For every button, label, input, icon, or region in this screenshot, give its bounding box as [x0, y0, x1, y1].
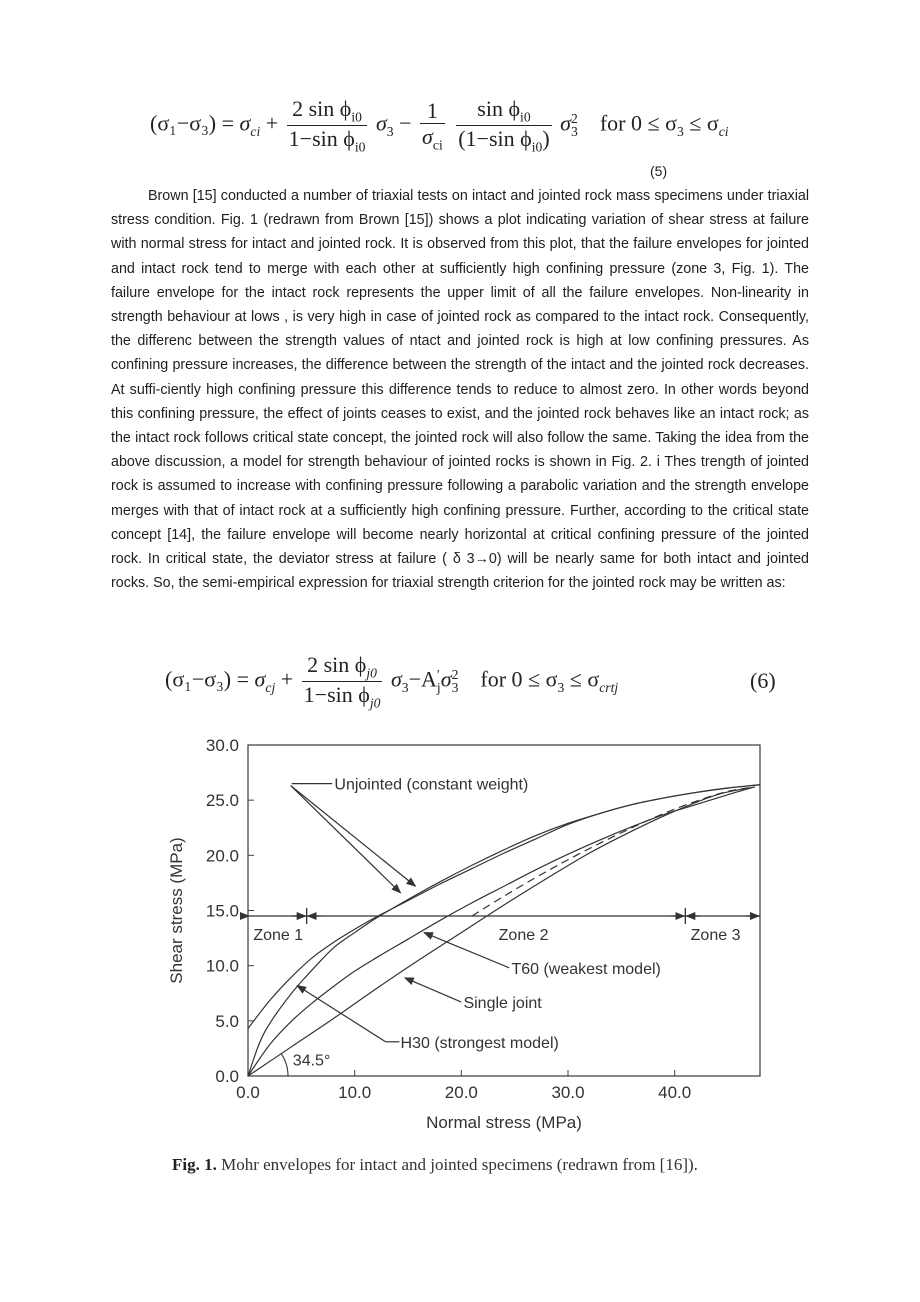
- annotation-single-joint: Single joint: [463, 995, 542, 1013]
- equation-6-number: (6): [750, 668, 776, 693]
- body-paragraph: Brown [15] conducted a number of triaxial tests on intact and jointed rock mass specimens under triaxial stress condition. Fig. 1 (redrawn from Brown [15]) shows a plot indicating variation of shear stress at failure with normal stress for intact and jointed rock. It is observed from this plot, that the failure envelopes for jointed and intact rock tend to merge with each other at sufficiently high confining pressure (zone 3, Fig. 1). The failure envelope for the intact rock represents the upper limit of all the failure envelopes. Non-linearity in strength behaviour at lows , is very high in case of jointed rock as compared to the intact rock. Consequently, the differenc between the strength values of ntact and jointed rock is high at low confining pressures. As confining pressure increases, the difference between the strength of the intact and the jointed rock decreases. At suffi-ciently high confining pressure this difference tends to reduce to almost zero. In other words beyond this confining pressure, the effect of joints ceases to exist, and the jointed rock behaves like an intact rock; as the intact rock follows critical state concept, the jointed rock will also follow the same. Taking the idea from the above discussion, a model for strength behaviour of jointed rocks is shown in Fig. 2. i Thes trength of jointed rock is assumed to increase with confining pressure following a parabolic variation and the strength envelope merges with that of intact rock at a sufficiently high confining pressure. Further, according to the critical state concept [14], the failure envelope will become nearly horizontal at critical confining pressure of the jointed rock. In critical state, the deviator stress at failure ( δ 3→0) will be nearly same for both intact and jointed rocks. So, the semi-empirical expression for triaxial strength criterion for the jointed rock may be written as:: [111, 188, 809, 592]
- eq5-frac1: [287, 96, 368, 155]
- eq5-sigma3: σ: [375, 110, 387, 136]
- eq6-term1-sub: cj: [265, 680, 276, 695]
- angle-label: 34.5°: [292, 1052, 331, 1070]
- eq5-frac2-num: 1: [420, 98, 445, 124]
- eq5-frac3-den-close: ): [542, 126, 550, 152]
- eq6-frac-num-sub: j0: [366, 665, 377, 681]
- eq5-sigma3sq-sup: 2: [571, 111, 578, 127]
- leader-arrow: [297, 986, 386, 1042]
- y-tick-label: 10.0: [205, 956, 239, 976]
- caption-text: Mohr envelopes for intact and jointed specimens (redrawn from [16]).: [221, 1155, 698, 1174]
- eq6-condition-mid: ≤ σ: [569, 666, 600, 692]
- eq6-a-sup: ′: [436, 667, 440, 683]
- leader-arrow: [291, 786, 416, 887]
- x-axis-label: Normal stress (MPa): [426, 1113, 582, 1132]
- caption-label: Fig. 1.: [172, 1155, 217, 1174]
- y-tick-label: 30.0: [205, 736, 239, 755]
- leader-arrow: [424, 933, 509, 968]
- y-tick-label: 25.0: [205, 791, 239, 811]
- annotation-unjointed: Unjointed (constant weight): [334, 776, 529, 794]
- y-tick-label: 15.0: [205, 901, 239, 921]
- zone-arrows: [248, 908, 760, 944]
- eq6-sigma3sq-sub: 3: [451, 679, 459, 695]
- eq5-sigma3sq: σ: [560, 110, 572, 136]
- leader-arrow: [405, 978, 462, 1002]
- x-tick-label: 40.0: [658, 1083, 692, 1102]
- series-line: [472, 787, 755, 916]
- eq5-frac3: [456, 96, 551, 155]
- x-tick-label: 10.0: [338, 1083, 372, 1102]
- y-tick-label: 20.0: [205, 846, 239, 866]
- eq6-frac-den: 1−sin ϕ: [303, 682, 370, 708]
- series-line: [248, 785, 760, 1029]
- eq6-term1: σ: [254, 666, 266, 692]
- eq6-minus-a: −A: [408, 666, 437, 692]
- eq6-condition-sub2: crtj: [599, 680, 619, 695]
- equation-5: $(\sigma_1-\sigma_3) = \sigma_{ci}$ + $\frac{2 \sin \phi_{i0}}{1-\sin \phi_{i0}}$ $\sigma_3$ − $\frac{1}{\sigma_{ci}}$ $\frac{\sin \phi_{i0}}{(1-\sin \phi_{i0})}$ σ 2 3 for $0 \le \sigma_3 \le \sigma_{ci}$: [150, 96, 729, 155]
- eq5-condition-sub2: ci: [718, 124, 729, 139]
- zone-label: Zone 2: [498, 927, 549, 945]
- eq6-lhs: (σ₁−σ₃) =: [165, 666, 250, 692]
- y-axis-label: Shear stress (MPa): [167, 837, 186, 984]
- eq5-frac1-den: 1−sin ϕ: [288, 126, 355, 152]
- eq5-frac2: [420, 98, 445, 153]
- zone-label: Zone 3: [690, 927, 741, 945]
- eq5-frac3-den-sub: i0: [531, 139, 543, 155]
- leader-arrow: [291, 786, 401, 893]
- eq5-condition-mid: ≤ σ: [689, 110, 719, 136]
- eq6-a-sub: j: [436, 679, 441, 695]
- eq5-term1-sub: ci: [250, 124, 261, 139]
- eq5-frac2-den: σ: [422, 124, 433, 150]
- annotation-h30: H30 (strongest model): [400, 1034, 559, 1052]
- eq6-condition: for 0 ≤ σ: [480, 666, 558, 692]
- mohr-envelope-chart: [160, 730, 780, 1145]
- eq5-frac2-den-sub: ci: [432, 137, 443, 153]
- eq6-sigma3sq: σ: [440, 666, 452, 692]
- eq5-frac1-den-sub: i0: [354, 139, 366, 155]
- eq5-frac3-num: sin ϕ: [477, 96, 521, 121]
- eq5-frac1-num: 2 sin ϕ: [292, 96, 352, 121]
- eq5-frac1-num-sub: i0: [351, 109, 362, 125]
- eq6-sigma3-sub: 3: [401, 680, 409, 695]
- eq6-frac-num: 2 sin ϕ: [307, 652, 367, 677]
- x-tick-label: 30.0: [551, 1083, 585, 1102]
- x-tick-label: 0.0: [236, 1083, 260, 1102]
- eq6-condition-sub: 3: [557, 680, 565, 695]
- y-tick-label: 5.0: [215, 1011, 239, 1031]
- eq5-condition: for 0 ≤ σ: [599, 110, 677, 136]
- eq5-frac3-num-sub: i0: [520, 109, 531, 125]
- y-tick-label: 0.0: [215, 1067, 239, 1086]
- eq5-frac3-den: (1−sin ϕ: [458, 126, 532, 152]
- eq6-sigma3sq-sup: 2: [451, 667, 459, 683]
- eq6-frac-den-sub: j0: [369, 695, 381, 711]
- x-tick-label: 20.0: [444, 1083, 478, 1102]
- zone-label: Zone 1: [253, 927, 304, 945]
- eq5-sigma3-sub: 3: [386, 124, 394, 139]
- eq5-condition-sub: 3: [676, 124, 684, 139]
- eq5-sigma3sq-sub: 3: [571, 123, 578, 139]
- equation-5-number: (5): [650, 163, 668, 179]
- eq6-frac: [302, 652, 383, 711]
- eq5-lhs: (σ₁−σ₃) =: [150, 110, 235, 136]
- equation-6: $(\sigma_1-\sigma_3) = \sigma_{cj}$ + $\frac{2 \sin \phi_{j0}}{1-\sin \phi_{j0}}$ $\sigma_3-A$ ′ j σ 2 3 for $0 \le \sigma_3 \le \sigma_{crtj}$: [165, 652, 619, 711]
- annotation-t60: T60 (weakest model): [511, 960, 661, 978]
- angle-arc: [281, 1053, 288, 1076]
- figure-caption: [172, 1155, 698, 1175]
- eq5-term1: σ: [239, 110, 251, 136]
- eq6-sigma3: σ: [390, 666, 402, 692]
